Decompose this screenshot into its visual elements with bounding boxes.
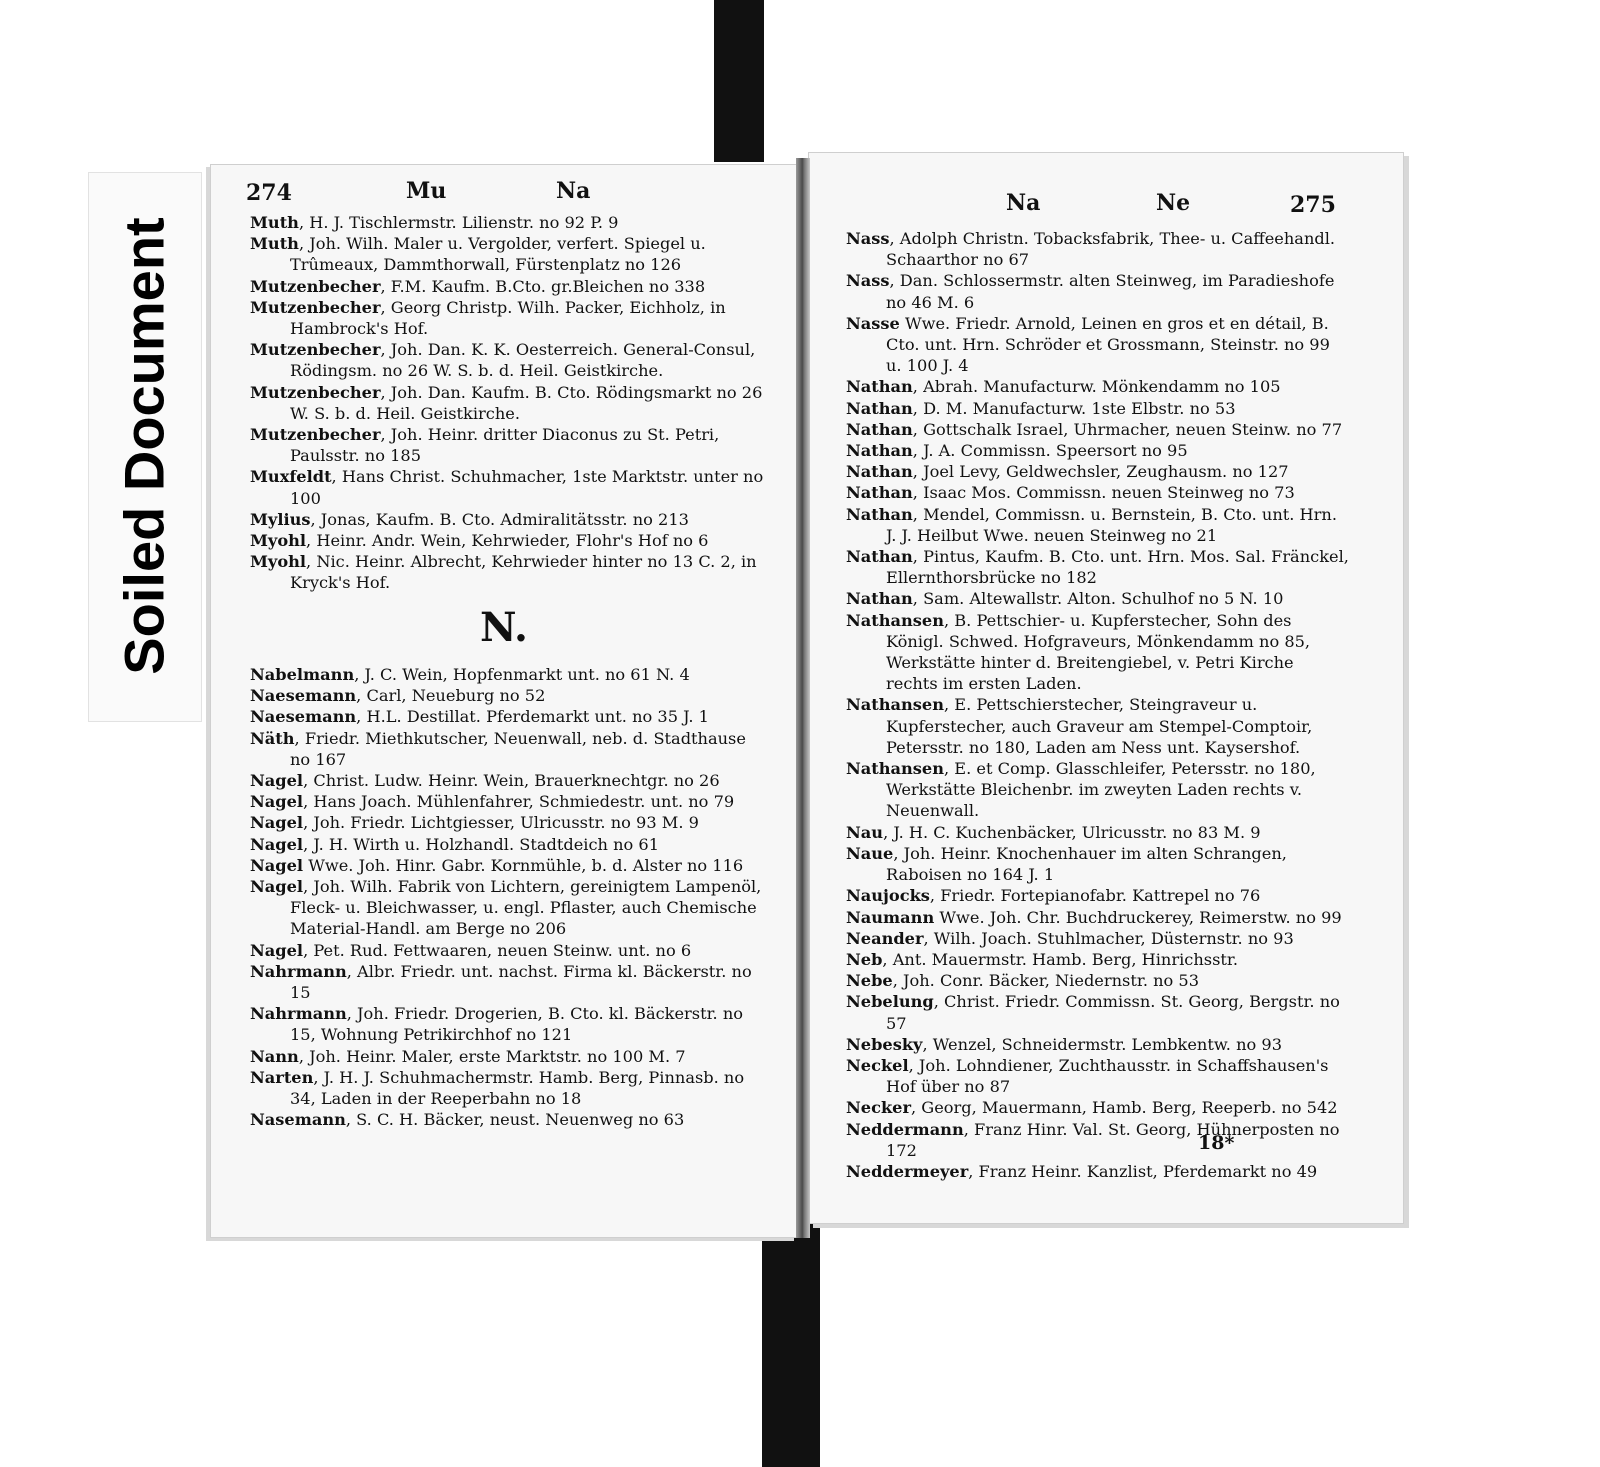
left-page-number: 274 (246, 180, 292, 206)
directory-entry: Nathan, Isaac Mos. Commissn. neuen Steinweg no 73 (846, 483, 1295, 503)
directory-entry: Mutzenbecher, Georg Christp. Wilh. Packer, Eichholz, in Hambrock's Hof. (250, 297, 726, 339)
directory-entry: Nathan, Sam. Altewallstr. Alton. Schulhof no 5 N. 10 (846, 589, 1284, 609)
directory-entry: Myohl, Heinr. Andr. Wein, Kehrwieder, Flohr's Hof no 6 (250, 531, 709, 551)
side-label: Soiled Document (112, 217, 176, 675)
directory-entry: Nagel, Joh. Wilh. Fabrik von Lichtern, gereinigtem Lampenöl, Fleck- u. Bleichwasser, u. engl. Pflaster, auch Chemische Material-Handl. am Berge no 206 (250, 877, 762, 939)
right-running-head-left: Na (1006, 190, 1041, 216)
directory-entry: Mutzenbecher, F.M. Kaufm. B.Cto. gr.Bleichen no 338 (250, 276, 706, 296)
book-gutter (796, 158, 810, 1238)
directory-entry: Neb, Ant. Mauermstr. Hamb. Berg, Hinrichsstr. (846, 949, 1238, 969)
directory-entry: Myohl, Nic. Heinr. Albrecht, Kehrwieder hinter no 13 C. 2, in Kryck's Hof. (250, 552, 757, 593)
directory-entry: Nass, Adolph Christn. Tobacksfabrik, Thee- u. Caffeehandl. Schaarthor no 67 (846, 229, 1336, 270)
directory-entry: Neddermeyer, Franz Heinr. Kanzlist, Pferdemarkt no 49 (846, 1161, 1318, 1181)
signature-mark: 18* (1198, 1132, 1235, 1154)
directory-entry: Mutzenbecher, Joh. Heinr. dritter Diaconus zu St. Petri, Paulsstr. no 185 (250, 425, 720, 466)
right-entries (846, 228, 1350, 1182)
directory-entry: Nahrmann, Joh. Friedr. Drogerien, B. Cto. kl. Bäckerstr. no 15, Wohnung Petrikirchhof no 121 (250, 1004, 744, 1045)
directory-entry: Nabelmann, J. C. Wein, Hopfenmarkt unt. no 61 N. 4 (250, 665, 690, 684)
directory-entry: Necker, Georg, Mauermann, Hamb. Berg, Reeperb. no 542 (846, 1098, 1338, 1118)
directory-entry: Nasse Wwe. Friedr. Arnold, Leinen en gros et en détail, B. Cto. unt. Hrn. Schröder et Grossmann, Steinstr. no 99 u. 100 J. 4 (846, 313, 1330, 376)
directory-entry: Mutzenbecher, Joh. Dan. K. K. Oesterreich. General-Consul, Rödingsm. no 26 W. S. b. d. Heil. Geistkirche. (250, 340, 756, 381)
directory-entry: Nathan, Pintus, Kaufm. B. Cto. unt. Hrn. Mos. Sal. Fränckel, Ellernthorsbrücke no 182 (846, 547, 1349, 588)
directory-entry: Neckel, Joh. Lohndiener, Zuchthausstr. in Schaffshausen's Hof über no 87 (846, 1055, 1329, 1097)
directory-entry: Mutzenbecher, Joh. Dan. Kaufm. B. Cto. Rödingsmarkt no 26 W. S. b. d. Heil. Geistkirche. (250, 382, 763, 423)
directory-entry: Nathan, J. A. Commissn. Speersort no 95 (846, 441, 1188, 461)
directory-entry: Nathan, Abrah. Manufacturw. Mönkendamm no 105 (846, 377, 1281, 397)
directory-entry: Nathansen, E. Pettschierstecher, Steingraveur u. Kupferstecher, auch Graveur am Stempel-Comptoir, Petersstr. no 180, Laden am Ness unt. Kaysershof. (846, 695, 1313, 757)
right-running-head-right: Ne (1156, 190, 1191, 216)
directory-entry: Nathansen, B. Pettschier- u. Kupferstecher, Sohn des Königl. Schwed. Hofgraveurs, Mönkendamm no 85, Werkstätte hinter d. Breitengiebel, v. Petri Kirche rechts im ersten Laden. (846, 610, 1311, 694)
directory-entry: Nathan, Joel Levy, Geldwechsler, Zeughausm. no 127 (846, 462, 1289, 482)
directory-entry: Nagel, Pet. Rud. Fettwaaren, neuen Steinw. unt. no 6 (250, 940, 692, 960)
directory-entry: Muxfeldt, Hans Christ. Schuhmacher, 1ste Marktstr. unter no 100 (250, 467, 764, 508)
directory-entry: Neander, Wilh. Joach. Stuhlmacher, Düsternstr. no 93 (846, 928, 1294, 948)
directory-entry: Naujocks, Friedr. Fortepianofabr. Kattrepel no 76 (846, 886, 1261, 906)
directory-entry: Nagel Wwe. Joh. Hinr. Gabr. Kornmühle, b. d. Alster no 116 (250, 855, 744, 875)
directory-entry: Muth, H. J. Tischlermstr. Lilienstr. no 92 P. 9 (250, 213, 619, 232)
section-letter: N. (480, 604, 528, 651)
directory-entry: Narten, J. H. J. Schuhmachermstr. Hamb. Berg, Pinnasb. no 34, Laden in der Reeperbahn no 18 (250, 1067, 745, 1109)
binding-strap-top (714, 0, 764, 162)
directory-entry: Nau, J. H. C. Kuchenbäcker, Ulricusstr. no 83 M. 9 (846, 822, 1261, 842)
directory-entry: Nagel, J. H. Wirth u. Holzhandl. Stadtdeich no 61 (250, 834, 660, 854)
directory-entry: Naesemann, Carl, Neueburg no 52 (250, 686, 546, 706)
left-running-head-right: Na (556, 178, 591, 204)
left-entries-bottom (250, 664, 764, 1130)
directory-entry: Nathan, D. M. Manufacturw. 1ste Elbstr. no 53 (846, 398, 1236, 418)
directory-entry: Nebe, Joh. Conr. Bäcker, Niedernstr. no 53 (846, 971, 1200, 991)
directory-entry: Nagel, Christ. Ludw. Heinr. Wein, Brauerknechtgr. no 26 (250, 771, 720, 791)
directory-entry: Naumann Wwe. Joh. Chr. Buchdruckerey, Reimerstw. no 99 (846, 907, 1342, 927)
directory-entry: Nagel, Joh. Friedr. Lichtgiesser, Ulricusstr. no 93 M. 9 (250, 813, 699, 833)
directory-entry: Naue, Joh. Heinr. Knochenhauer im alten Schrangen, Raboisen no 164 J. 1 (846, 843, 1287, 885)
directory-entry: Nann, Joh. Heinr. Maler, erste Marktstr. no 100 M. 7 (250, 1046, 686, 1066)
directory-entry: Näth, Friedr. Miethkutscher, Neuenwall, neb. d. Stadthause no 167 (250, 728, 746, 769)
directory-entry: Nathan, Gottschalk Israel, Uhrmacher, neuen Steinw. no 77 (846, 419, 1343, 439)
right-page-number: 275 (1290, 192, 1336, 218)
directory-entry: Muth, Joh. Wilh. Maler u. Vergolder, verfert. Spiegel u. Trûmeaux, Dammthorwall, Fürstenplatz no 126 (250, 234, 706, 275)
directory-entry: Nahrmann, Albr. Friedr. unt. nachst. Firma kl. Bäckerstr. no 15 (250, 961, 752, 1003)
left-running-head-left: Mu (406, 178, 447, 204)
left-entries-top (250, 212, 764, 594)
directory-entry: Nass, Dan. Schlossermstr. alten Steinweg, im Paradieshofe no 46 M. 6 (846, 271, 1335, 312)
directory-entry: Nebelung, Christ. Friedr. Commissn. St. Georg, Bergstr. no 57 (846, 992, 1340, 1033)
directory-entry: Mylius, Jonas, Kaufm. B. Cto. Admiralitätsstr. no 213 (250, 509, 689, 529)
directory-entry: Naesemann, H.L. Destillat. Pferdemarkt unt. no 35 J. 1 (250, 707, 709, 727)
directory-entry: Nagel, Hans Joach. Mühlenfahrer, Schmiedestr. unt. no 79 (250, 792, 735, 812)
directory-entry: Nasemann, S. C. H. Bäcker, neust. Neuenweg no 63 (250, 1110, 685, 1130)
directory-entry: Nathansen, E. et Comp. Glasschleifer, Petersstr. no 180, Werkstätte Bleichenbr. im zweyten Laden rechts v. Neuenwall. (846, 759, 1316, 821)
directory-entry: Nathan, Mendel, Commissn. u. Bernstein, B. Cto. unt. Hrn. J. J. Heilbut Wwe. neuen Steinweg no 21 (846, 504, 1337, 545)
directory-entry: Nebesky, Wenzel, Schneidermstr. Lembkentw. no 93 (846, 1034, 1282, 1054)
directory-entry: Neddermann, Franz Hinr. Val. St. Georg, Hühnerposten no 172 (846, 1119, 1340, 1160)
